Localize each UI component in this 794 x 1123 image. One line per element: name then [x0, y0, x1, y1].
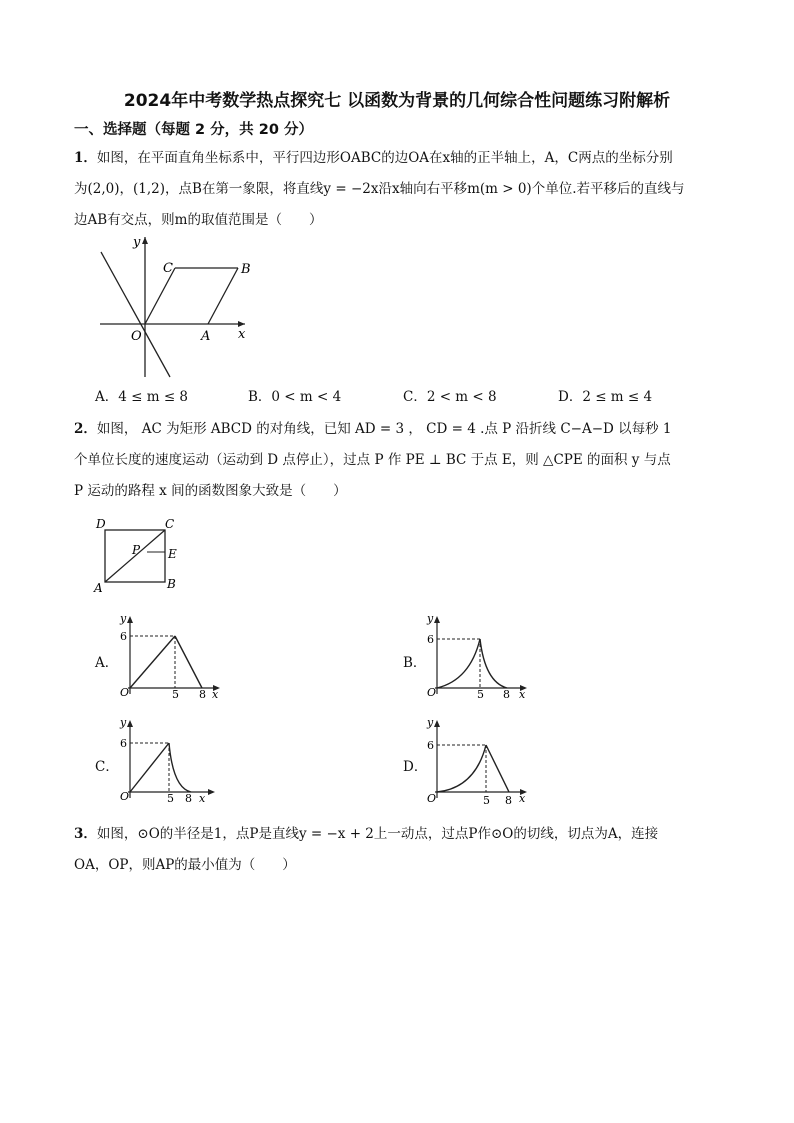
q1-number: 1．: [74, 150, 97, 166]
q1-text-2: 为(2,0)，(1,2)，点B在第一象限，将直线y = −2x沿x轴向右平移m(m > 0)个单位.若平移后的直线与: [74, 181, 685, 197]
q2-text-2: 个单位长度的速度运动（运动到 D 点停止），过点 P 作 PE ⊥ BC 于点 E，则 △CPE 的面积 y 与点: [74, 452, 671, 468]
q1-label-o: O: [131, 329, 142, 344]
q1-option-a[interactable]: A．4 ≤ m ≤ 8: [95, 389, 189, 405]
qa-x: x: [212, 688, 219, 698]
q3-text-2: OA，OP，则AP的最小值为（ ）: [74, 857, 296, 873]
q2-text-1: 如图， AC 为矩形 ABCD 的对角线，已知 AD = 3 ， CD = 4 .点 P 沿折线 C−A−D 以每秒 1: [96, 421, 672, 437]
q2-graph-a: [118, 612, 228, 698]
qb-eight: 8: [503, 688, 510, 698]
qd-eight: 8: [505, 794, 512, 806]
qa-five: 5: [172, 688, 179, 698]
qc-o: O: [120, 790, 130, 802]
q1-figure: [95, 232, 255, 382]
qc-y: y: [120, 716, 127, 729]
section-heading: 一、选择题（每题 2 分，共 20 分）: [74, 122, 313, 138]
q1-line1: [74, 146, 673, 166]
qb-x: x: [519, 688, 526, 698]
qb-six: 6: [427, 633, 434, 646]
qa-six: 6: [120, 630, 127, 643]
q2-option-c[interactable]: C．: [95, 759, 119, 775]
q1-label-b: B: [241, 262, 251, 277]
q1-text-1: 如图，在平面直角坐标系中，平行四边形OABC的边OA在x轴的正半轴上，A，C两点的坐标分别: [96, 150, 673, 166]
q2-rectangle-figure: [92, 516, 187, 594]
q2-line1: [74, 417, 672, 437]
q2-graph-b: [425, 612, 535, 698]
qd-x: x: [519, 792, 526, 805]
q1-label-x: x: [238, 327, 246, 342]
q1-label-y: y: [133, 235, 141, 250]
qb-five: 5: [477, 688, 484, 698]
qd-five: 5: [483, 794, 490, 806]
q2-graph-d: [425, 716, 535, 806]
q2-number: 2．: [74, 421, 97, 437]
q1-label-c: C: [163, 261, 173, 276]
qc-six: 6: [120, 737, 127, 750]
q1-label-a: A: [201, 329, 211, 344]
q1-option-d[interactable]: D．2 ≤ m ≤ 4: [558, 389, 653, 405]
qb-y: y: [427, 612, 434, 625]
q2-label-e: E: [168, 547, 177, 561]
qd-o: O: [427, 792, 437, 805]
q1-text-3: 边AB有交点，则m的取值范围是（ ）: [74, 212, 323, 228]
q2-option-a[interactable]: A．: [95, 655, 119, 671]
q2-text-3: P 运动的路程 x 间的函数图象大致是（ ）: [74, 483, 347, 499]
qd-six: 6: [427, 739, 434, 752]
qa-eight: 8: [199, 688, 206, 698]
q1-option-c[interactable]: C．2 < m < 8: [403, 389, 497, 405]
q2-label-d: D: [96, 517, 106, 531]
q3-line1: [74, 822, 658, 842]
q2-option-d[interactable]: D．: [403, 759, 428, 775]
qd-y: y: [427, 716, 434, 729]
page-title: 2024年中考数学热点探究七 以函数为背景的几何综合性问题练习附解析: [123, 91, 671, 111]
qa-y: y: [120, 612, 127, 625]
q2-option-b[interactable]: B．: [403, 655, 427, 671]
q2-label-b: B: [167, 577, 176, 591]
qc-x: x: [199, 792, 206, 802]
q2-label-c: C: [165, 517, 175, 531]
q2-graph-c: [118, 716, 228, 802]
q2-label-a: A: [94, 581, 103, 594]
q3-number: 3．: [74, 826, 97, 842]
qa-o: O: [120, 686, 130, 698]
qc-eight: 8: [185, 792, 192, 802]
qc-five: 5: [167, 792, 174, 802]
qb-o: O: [427, 686, 437, 698]
q1-option-b[interactable]: B．0 < m < 4: [248, 389, 342, 405]
q2-label-p: P: [132, 543, 141, 557]
q3-text-1: 如图，⊙O的半径是1，点P是直线y = −x + 2上一动点，过点P作⊙O的切线，切点为A，连接: [96, 826, 659, 842]
